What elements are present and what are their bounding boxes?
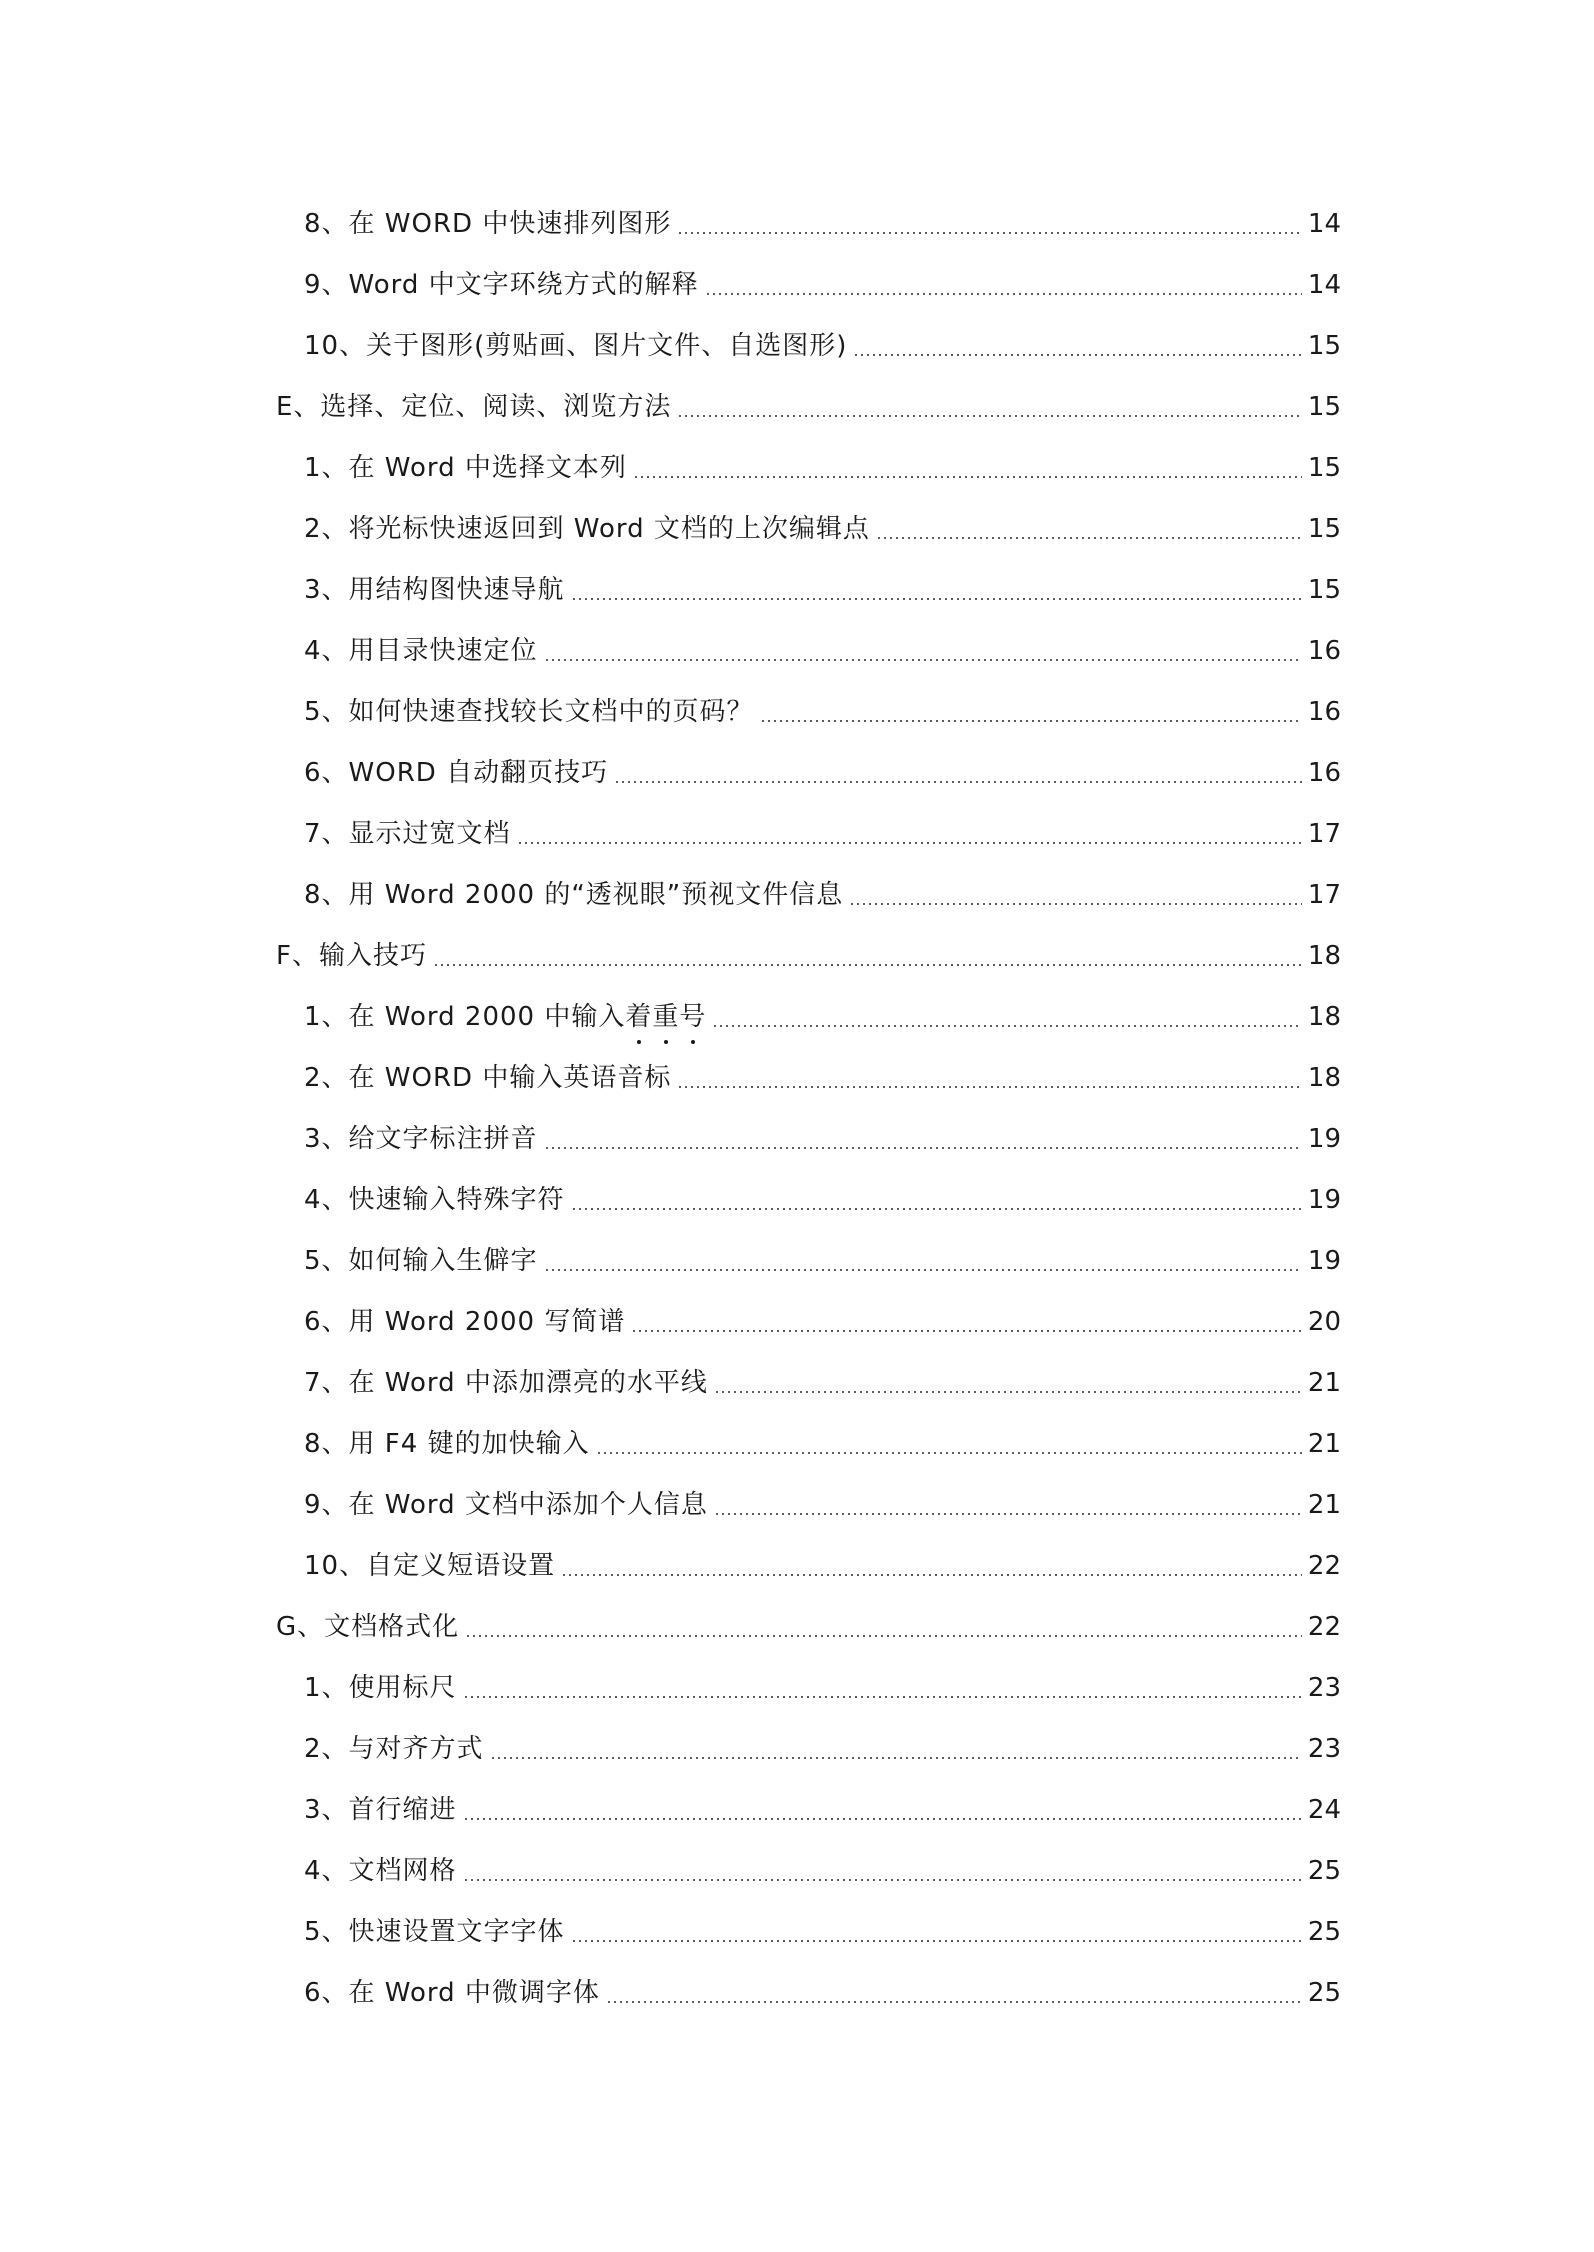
emphasis-dot-icon: [691, 1040, 695, 1044]
toc-dot-leader: [714, 1391, 1302, 1393]
toc-section-title: E、选择、定位、阅读、浏览方法: [276, 391, 672, 422]
toc-entry-title: 9、在 Word 文档中添加个人信息: [304, 1489, 708, 1520]
emphasis-mark-text: [625, 1002, 706, 1032]
toc-entry-page: 22: [1307, 1611, 1341, 1642]
toc-entry-title: 2、在 WORD 中输入英语音标: [304, 1062, 672, 1093]
toc-entry-page: 16: [1307, 757, 1341, 788]
toc-entry-title: 10、关于图形(剪贴画、图片文件、自选图形): [304, 330, 848, 361]
toc-dot-leader: [876, 537, 1302, 539]
toc-dot-leader: [571, 1208, 1302, 1210]
toc-dot-leader: [571, 1940, 1302, 1942]
toc-entry-title: 1、使用标尺: [304, 1672, 457, 1703]
toc-entry-page: 23: [1307, 1733, 1341, 1764]
toc-entry-title: 2、与对齐方式: [304, 1733, 484, 1764]
toc-entry[interactable]: [0, 1901, 1594, 1962]
toc-entry-title: 1、在 Word 中选择文本列: [304, 452, 627, 483]
toc-entry-page: 18: [1307, 1001, 1341, 1032]
toc-entry-page: 14: [1307, 208, 1341, 239]
toc-entry-title: 8、用 F4 键的加快输入: [304, 1428, 590, 1459]
toc-entry[interactable]: [0, 1657, 1594, 1718]
toc-dot-leader: [490, 1757, 1302, 1759]
toc-entry-title: 6、WORD 自动翻页技巧: [304, 757, 609, 788]
toc-entry-page: 15: [1307, 452, 1341, 483]
toc-entry-title: 8、在 WORD 中快速排列图形: [304, 208, 672, 239]
toc-entry-page: 17: [1307, 818, 1341, 849]
table-of-contents: [0, 193, 1594, 2023]
toc-dot-leader: [705, 293, 1302, 295]
toc-entry[interactable]: [0, 1413, 1594, 1474]
toc-dot-leader: [614, 781, 1302, 783]
toc-entry-title: 5、如何快速查找较长文档中的页码？: [304, 696, 754, 727]
toc-entry[interactable]: [0, 1535, 1594, 1596]
toc-dot-leader: [561, 1574, 1302, 1576]
toc-dot-leader: [631, 1330, 1302, 1332]
toc-entry-title: 4、快速输入特殊字符: [304, 1184, 565, 1215]
toc-entry[interactable]: [0, 1291, 1594, 1352]
toc-entry[interactable]: [0, 1718, 1594, 1779]
toc-entry-title: 3、用结构图快速导航: [304, 574, 565, 605]
emphasis-char: 号: [679, 1002, 706, 1032]
toc-entry-title: 7、在 Word 中添加漂亮的水平线: [304, 1367, 708, 1398]
toc-dot-leader: [677, 415, 1301, 417]
toc-entry-title: 6、用 Word 2000 写简谱: [304, 1306, 626, 1337]
toc-dot-leader: [517, 842, 1302, 844]
toc-entry[interactable]: [0, 1230, 1594, 1291]
toc-dot-leader: [853, 354, 1302, 356]
toc-entry[interactable]: [0, 498, 1594, 559]
toc-entry-page: 21: [1307, 1489, 1341, 1520]
toc-dot-leader: [677, 1086, 1302, 1088]
toc-entry-page: 25: [1307, 1855, 1341, 1886]
toc-entry-title: 5、如何输入生僻字: [304, 1245, 538, 1276]
toc-entry-title: 2、将光标快速返回到 Word 文档的上次编辑点: [304, 513, 870, 544]
toc-entry[interactable]: [0, 1474, 1594, 1535]
toc-entry-page: 18: [1307, 1062, 1341, 1093]
toc-dot-leader: [433, 964, 1302, 966]
toc-entry[interactable]: [0, 1779, 1594, 1840]
toc-entry-page: 20: [1307, 1306, 1341, 1337]
toc-dot-leader: [571, 598, 1302, 600]
toc-dot-leader: [760, 720, 1302, 722]
toc-entry-page: 21: [1307, 1428, 1341, 1459]
toc-dot-leader: [463, 1879, 1302, 1881]
toc-dot-leader: [544, 1147, 1302, 1149]
toc-entry-page: 22: [1307, 1550, 1341, 1581]
emphasis-dot-icon: [664, 1040, 668, 1044]
toc-dot-leader: [606, 2001, 1302, 2003]
toc-entry[interactable]: [0, 1047, 1594, 1108]
toc-entry[interactable]: [0, 681, 1594, 742]
toc-entry-title: 7、显示过宽文档: [304, 818, 511, 849]
toc-dot-leader: [463, 1696, 1302, 1698]
toc-entry[interactable]: [0, 1962, 1594, 2023]
toc-section-entry[interactable]: [0, 1596, 1594, 1657]
toc-dot-leader: [712, 1025, 1302, 1027]
toc-entry-page: 19: [1307, 1184, 1341, 1215]
toc-entry-page: 15: [1307, 391, 1341, 422]
toc-entry-page: 15: [1307, 574, 1341, 605]
toc-entry-title-prefix: 1、在 Word 2000 中输入: [304, 1001, 626, 1032]
emphasis-dot-icon: [637, 1040, 641, 1044]
toc-dot-leader: [465, 1635, 1302, 1637]
toc-dot-leader: [544, 1269, 1302, 1271]
toc-section-entry[interactable]: [0, 376, 1594, 437]
toc-entry-page: 16: [1307, 696, 1341, 727]
toc-dot-leader: [463, 1818, 1302, 1820]
toc-dot-leader: [633, 476, 1302, 478]
toc-entry[interactable]: [0, 1840, 1594, 1901]
toc-section-entry[interactable]: [0, 925, 1594, 986]
toc-entry-page: 19: [1307, 1245, 1341, 1276]
toc-entry[interactable]: [0, 864, 1594, 925]
toc-entry[interactable]: [0, 437, 1594, 498]
toc-entry-title: 4、文档网格: [304, 1855, 457, 1886]
toc-entry[interactable]: [0, 193, 1594, 254]
toc-entry-title: [304, 1002, 706, 1032]
toc-section-title: F、输入技巧: [276, 940, 427, 971]
toc-entry-title: 8、用 Word 2000 的“透视眼”预视文件信息: [304, 879, 844, 910]
toc-entry[interactable]: [0, 742, 1594, 803]
toc-entry[interactable]: [0, 254, 1594, 315]
emphasis-char: 重: [652, 1002, 679, 1032]
toc-entry[interactable]: [0, 620, 1594, 681]
toc-entry-title: 5、快速设置文字字体: [304, 1916, 565, 1947]
toc-entry[interactable]: [0, 1169, 1594, 1230]
toc-entry-page: 23: [1307, 1672, 1341, 1703]
toc-dot-leader: [677, 232, 1302, 234]
toc-entry[interactable]: [0, 986, 1594, 1047]
toc-entry-page: 15: [1307, 513, 1341, 544]
toc-entry-page: 24: [1307, 1794, 1341, 1825]
toc-entry-page: 25: [1307, 1977, 1341, 2008]
toc-entry[interactable]: [0, 1108, 1594, 1169]
toc-dot-leader: [714, 1513, 1302, 1515]
toc-entry-page: 19: [1307, 1123, 1341, 1154]
toc-entry-page: 15: [1307, 330, 1341, 361]
toc-entry-page: 18: [1307, 940, 1341, 971]
toc-entry-page: 17: [1307, 879, 1341, 910]
toc-entry-title: 9、Word 中文字环绕方式的解释: [304, 269, 699, 300]
toc-entry-page: 16: [1307, 635, 1341, 666]
toc-entry-page: 14: [1307, 269, 1341, 300]
toc-entry-page: 21: [1307, 1367, 1341, 1398]
toc-entry-title: 3、给文字标注拼音: [304, 1123, 538, 1154]
toc-entry[interactable]: [0, 559, 1594, 620]
toc-entry-title: 3、首行缩进: [304, 1794, 457, 1825]
toc-entry[interactable]: [0, 803, 1594, 864]
toc-dot-leader: [544, 659, 1302, 661]
toc-dot-leader: [849, 903, 1302, 905]
emphasis-char: 着: [625, 1002, 652, 1032]
toc-dot-leader: [596, 1452, 1302, 1454]
toc-entry[interactable]: [0, 315, 1594, 376]
toc-entry-title: 6、在 Word 中微调字体: [304, 1977, 600, 2008]
toc-entry-page: 25: [1307, 1916, 1341, 1947]
toc-entry[interactable]: [0, 1352, 1594, 1413]
toc-section-title: G、文档格式化: [276, 1611, 460, 1642]
toc-entry-title: 10、自定义短语设置: [304, 1550, 556, 1581]
toc-entry-title: 4、用目录快速定位: [304, 635, 538, 666]
